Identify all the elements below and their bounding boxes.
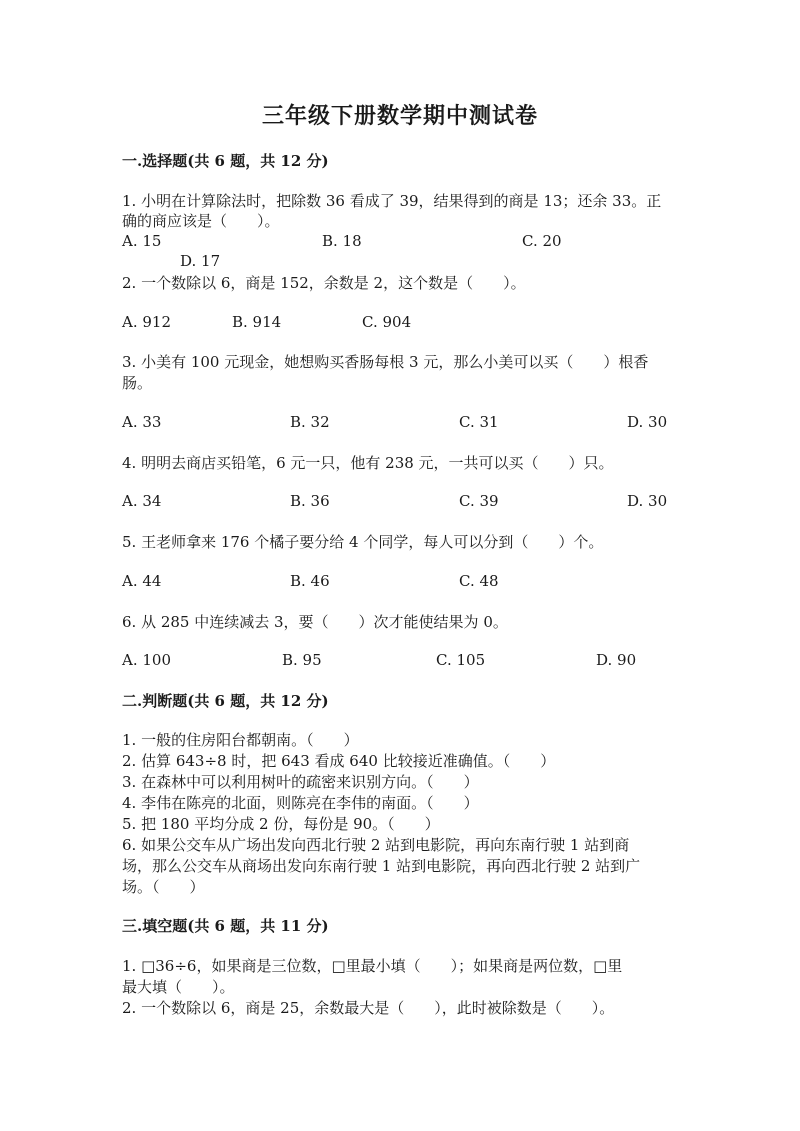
answer-option: D. 30 [627, 413, 668, 431]
page-title: 三年级下册数学期中测试卷 [261, 103, 538, 129]
section-heading-choice: 一.选择题(共 6 题，共 12 分) [122, 152, 329, 170]
answer-option: C. 904 [362, 313, 412, 331]
answer-option: C. 105 [436, 651, 486, 669]
section-heading-judgment: 二.判断题(共 6 题，共 12 分) [122, 692, 329, 710]
answer-option: C. 48 [459, 572, 499, 590]
question-text: 最大填（ ）。 [122, 978, 235, 996]
answer-option: B. 18 [322, 232, 362, 250]
answer-option: D. 17 [180, 252, 221, 270]
answer-option: B. 914 [232, 313, 282, 331]
answer-option: C. 31 [459, 413, 499, 431]
answer-option: B. 32 [290, 413, 330, 431]
question-text: 1. □36÷6，如果商是三位数，□里最小填（ ）；如果商是两位数，□里 [122, 957, 623, 975]
question-text: 1. 小明在计算除法时，把除数 36 看成了 39，结果得到的商是 13；还余 33。正 [122, 192, 662, 210]
question-text: 3. 小美有 100 元现金，她想购买香肠每根 3 元，那么小美可以买（ ）根香 [122, 353, 649, 371]
answer-option: C. 39 [459, 492, 499, 510]
statement-text: 2. 估算 643÷8 时，把 643 看成 640 比较接近准确值。（ ） [122, 752, 556, 770]
statement-text: 1. 一般的住房阳台都朝南。（ ） [122, 731, 359, 749]
question-text: 5. 王老师拿来 176 个橘子要分给 4 个同学，每人可以分到（ ）个。 [122, 533, 604, 551]
answer-option: A. 912 [122, 313, 171, 331]
statement-text: 4. 李伟在陈亮的北面，则陈亮在李伟的南面。（ ） [122, 794, 479, 812]
answer-option: B. 95 [282, 651, 322, 669]
answer-option: A. 34 [122, 492, 162, 510]
question-text: 4. 明明去商店买铅笔，6 元一只，他有 238 元，一共可以买（ ）只。 [122, 454, 614, 472]
answer-option: B. 46 [290, 572, 330, 590]
statement-text: 场。（ ） [122, 878, 205, 896]
statement-text: 6. 如果公交车从广场出发向西北行驶 2 站到电影院，再向东南行驶 1 站到商 [122, 836, 630, 854]
question-text: 2. 一个数除以 6，商是 25，余数最大是（ ），此时被除数是（ ）。 [122, 999, 615, 1017]
answer-option: A. 33 [122, 413, 162, 431]
section-heading-fill-blank: 三.填空题(共 6 题，共 11 分) [122, 917, 329, 935]
question-text: 确的商应该是（ ）。 [122, 212, 280, 230]
question-text: 肠。 [122, 374, 153, 392]
answer-option: B. 36 [290, 492, 330, 510]
answer-option: D. 30 [627, 492, 668, 510]
question-text: 2. 一个数除以 6，商是 152，余数是 2，这个数是（ ）。 [122, 274, 526, 292]
answer-option: D. 90 [596, 651, 637, 669]
answer-option: A. 100 [122, 651, 171, 669]
statement-text: 5. 把 180 平均分成 2 份，每份是 90。（ ） [122, 815, 440, 833]
statement-text: 场，那么公交车从商场出发向东南行驶 1 站到电影院，再向西北行驶 2 站到广 [122, 857, 641, 875]
statement-text: 3. 在森林中可以利用树叶的疏密来识别方向。（ ） [122, 773, 479, 791]
question-text: 6. 从 285 中连续减去 3，要（ ）次才能使结果为 0。 [122, 613, 508, 631]
answer-option: A. 15 [122, 232, 162, 250]
answer-option: A. 44 [122, 572, 162, 590]
answer-option: C. 20 [522, 232, 562, 250]
